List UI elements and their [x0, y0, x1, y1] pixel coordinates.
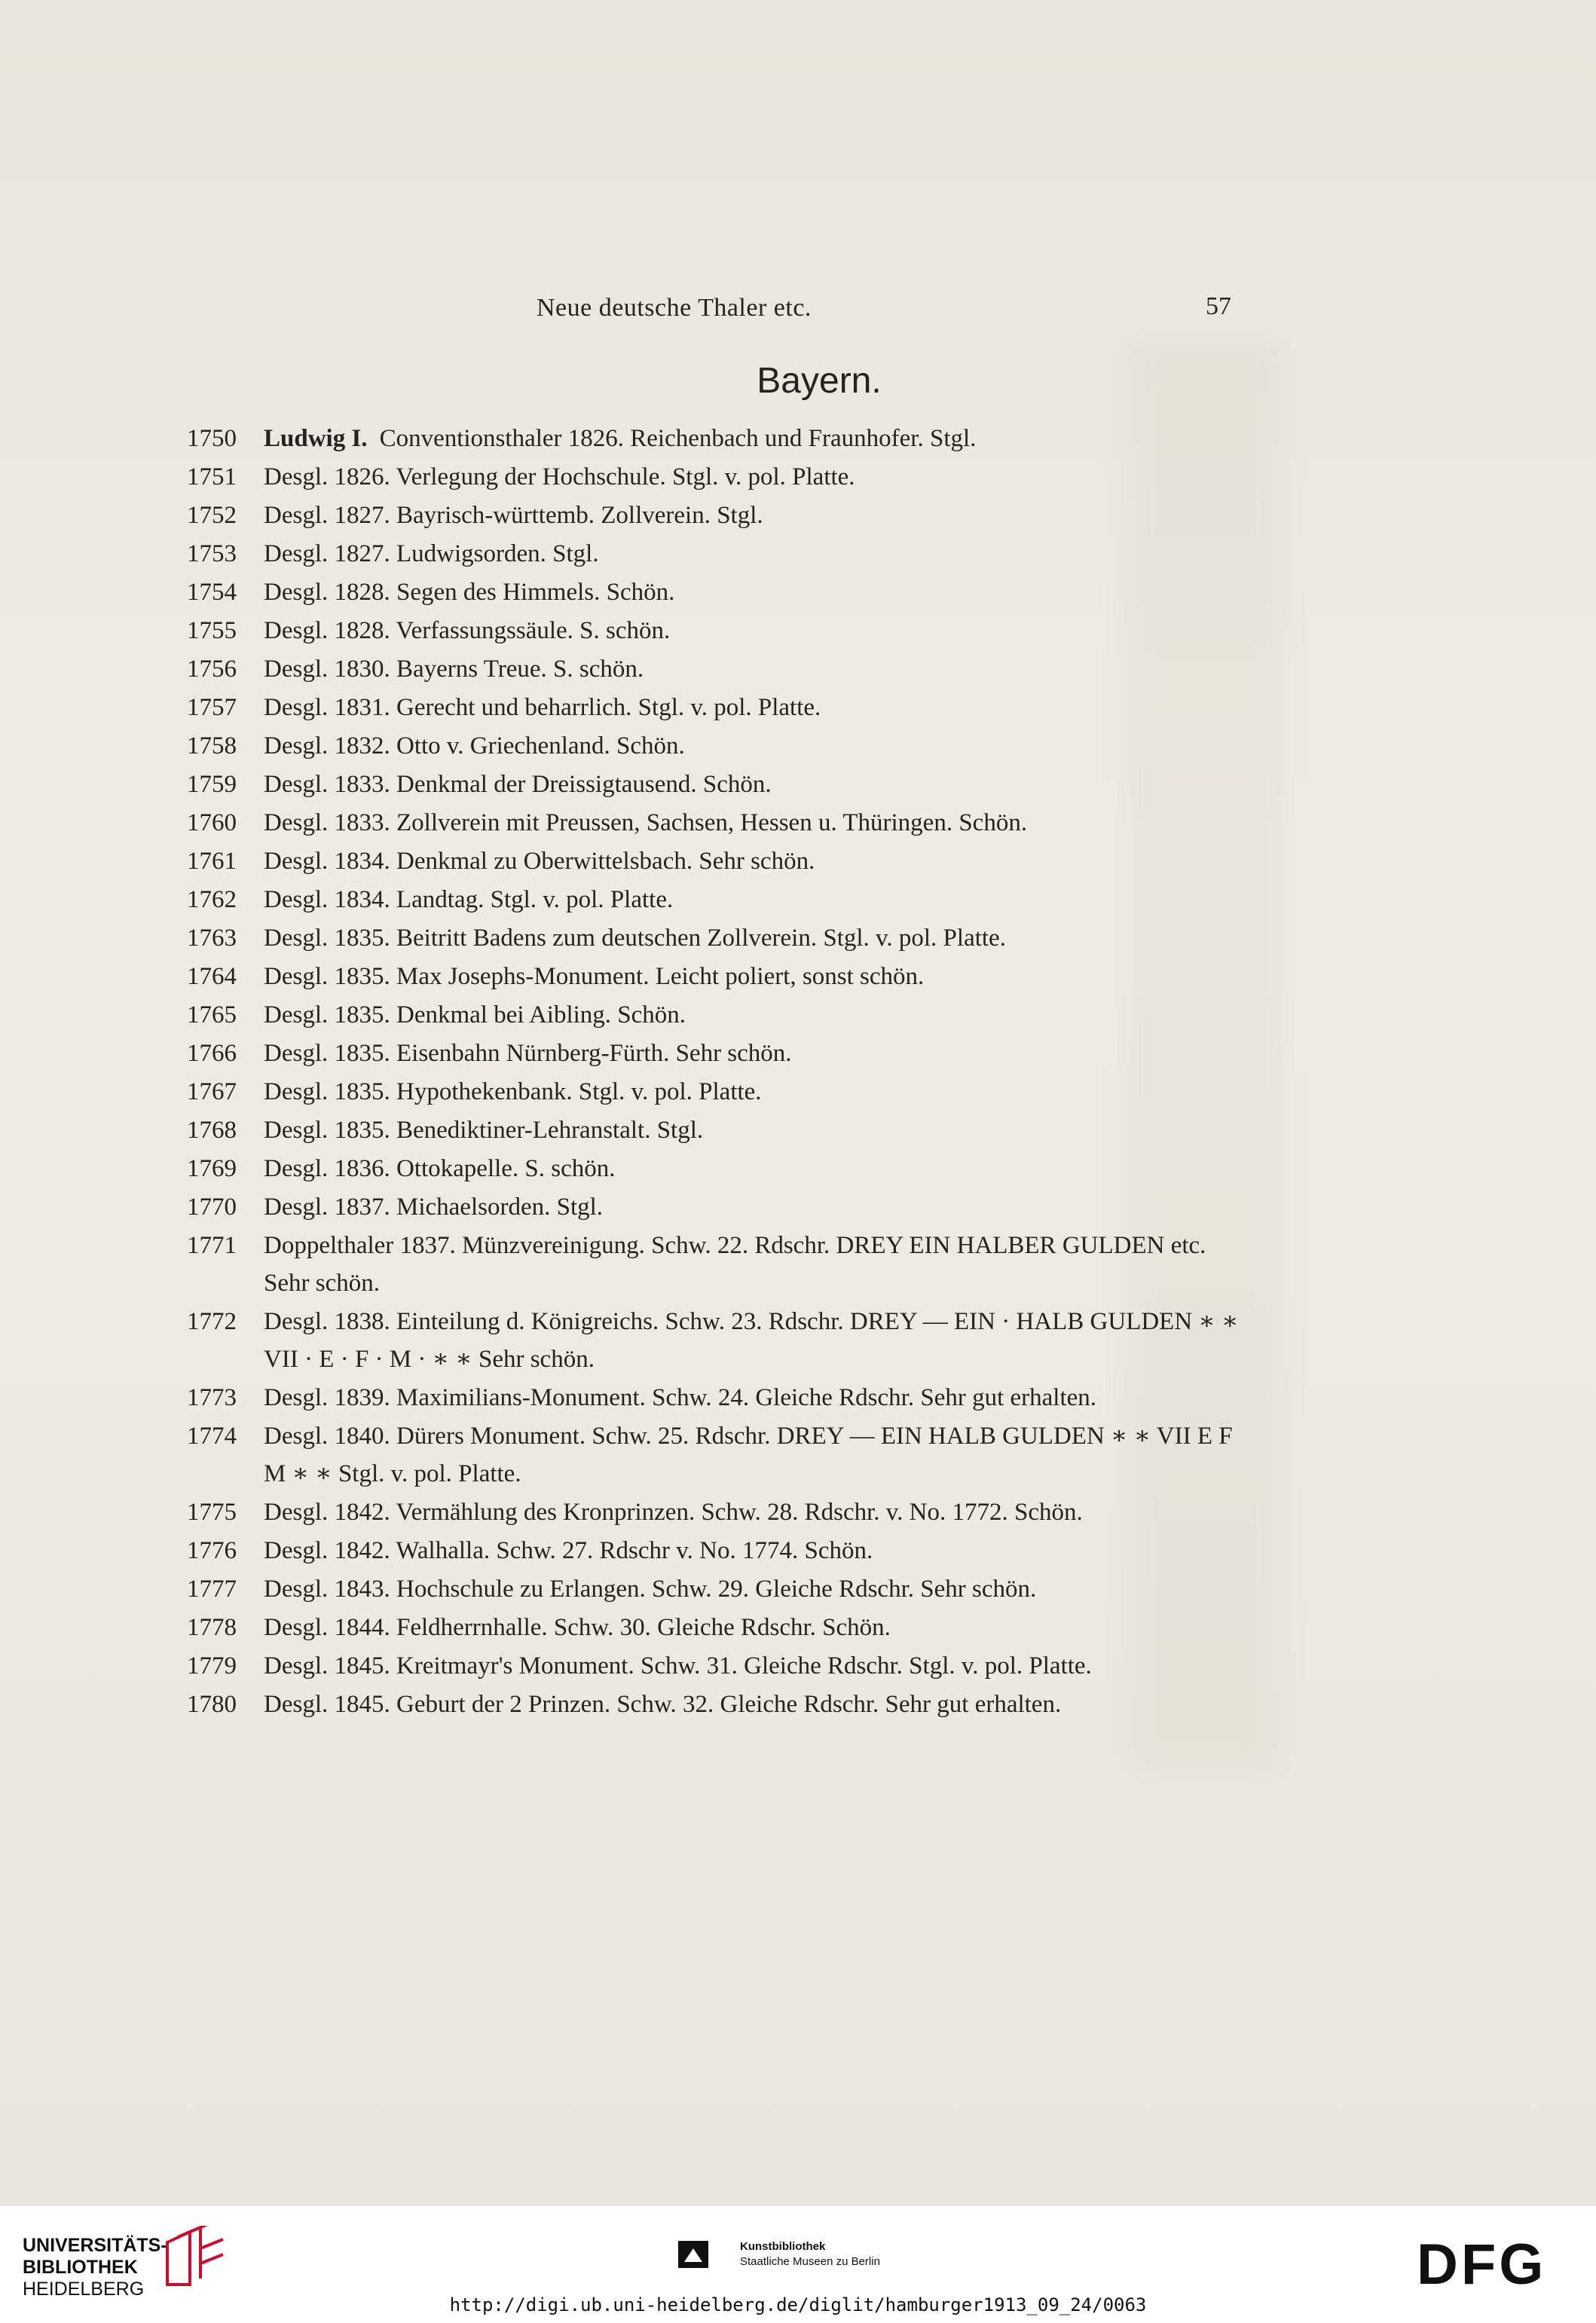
entry-text: Desgl. 1831. Gerecht und beharrlich. Stgl. v. pol. Platte.: [264, 694, 821, 721]
entry-description: [264, 842, 1249, 880]
catalog-entry: [187, 842, 1249, 880]
entry-number: 1762: [187, 886, 237, 913]
running-header: Neue deutsche Thaler etc.: [537, 294, 812, 322]
entry-number: 1750: [187, 425, 237, 452]
entry-text: Desgl. 1842. Walhalla. Schw. 27. Rdschr v. No. 1774. Schön.: [264, 1537, 873, 1564]
kunstbibliothek-logo-icon[interactable]: [678, 2236, 708, 2274]
entry-number: 1771: [187, 1232, 237, 1259]
catalog-entry: [187, 919, 1249, 957]
catalog-entry: [187, 881, 1249, 919]
catalog-entry: [187, 1493, 1249, 1531]
entry-text: Doppelthaler 1837. Münzvereinigung. Schw. 22. Rdschr. DREY EIN HALBER GULDEN etc. Sehr schön.: [264, 1232, 1206, 1297]
entry-description: [264, 497, 1249, 534]
entry-number: 1776: [187, 1537, 237, 1564]
entry-text: Desgl. 1827. Ludwigsorden. Stgl.: [264, 540, 599, 567]
entry-description: [264, 1417, 1249, 1493]
entry-number: 1767: [187, 1078, 237, 1105]
entry-number: 1765: [187, 1001, 237, 1029]
entry-text: Desgl. 1835. Denkmal bei Aibling. Schön.: [264, 1001, 686, 1029]
entry-description: [264, 1609, 1249, 1646]
ub-heidelberg-logo-icon[interactable]: [160, 2226, 228, 2290]
entry-number: 1751: [187, 463, 237, 491]
entry-number: 1758: [187, 732, 237, 760]
entry-text: Desgl. 1836. Ottokapelle. S. schön.: [264, 1155, 616, 1182]
catalog-entry: [187, 1150, 1249, 1187]
section-title: Bayern.: [757, 361, 882, 401]
ub-heidelberg-wordmark[interactable]: [23, 2235, 167, 2300]
entry-description: [264, 804, 1249, 842]
entry-number: 1768: [187, 1117, 237, 1144]
ub-line3: HEIDELBERG: [23, 2279, 145, 2300]
entry-description: [264, 958, 1249, 995]
entry-number: 1752: [187, 502, 237, 529]
entry-text: Desgl. 1835. Max Josephs-Monument. Leicht poliert, sonst schön.: [264, 963, 925, 990]
entry-number: 1775: [187, 1499, 237, 1526]
catalog-entry: [187, 804, 1249, 842]
catalog-entry: [187, 1379, 1249, 1417]
catalog-entry: [187, 1686, 1249, 1723]
entry-text: Desgl. 1827. Bayrisch-württemb. Zollverein. Stgl.: [264, 502, 763, 529]
catalog-entry: [187, 1609, 1249, 1646]
entry-text: Desgl. 1830. Bayerns Treue. S. schön.: [264, 656, 644, 683]
entry-number: 1780: [187, 1691, 237, 1718]
entry-number: 1774: [187, 1423, 237, 1450]
entry-number: 1769: [187, 1155, 237, 1182]
catalog-entry: [187, 766, 1249, 803]
entry-text: Desgl. 1844. Feldherrnhalle. Schw. 30. Gleiche Rdschr. Schön.: [264, 1614, 891, 1641]
digitization-footer: [0, 2206, 1596, 2323]
entry-text: Desgl. 1826. Verlegung der Hochschule. Stgl. v. pol. Platte.: [264, 463, 855, 491]
entry-number: 1777: [187, 1576, 237, 1603]
entry-text: Desgl. 1828. Verfassungssäule. S. schön.: [264, 617, 671, 644]
entry-description: [264, 612, 1249, 650]
entry-description: [264, 573, 1249, 611]
ub-line2: BIBLIOTHEK: [23, 2257, 138, 2278]
catalog-entry: [187, 1303, 1249, 1378]
catalog-entry: [187, 1073, 1249, 1111]
entry-description: [264, 1379, 1249, 1417]
entry-text: Desgl. 1835. Benediktiner-Lehranstalt. Stgl.: [264, 1117, 704, 1144]
entry-text: Desgl. 1833. Zollverein mit Preussen, Sachsen, Hessen u. Thüringen. Schön.: [264, 809, 1028, 836]
catalog-entry: [187, 1532, 1249, 1570]
page-number: 57: [1206, 292, 1231, 320]
entry-number: 1757: [187, 694, 237, 721]
entry-description: [264, 1686, 1249, 1723]
entry-description: [264, 1073, 1249, 1111]
entry-ruler-name: Ludwig I.: [264, 425, 368, 452]
entry-text: Desgl. 1840. Dürers Monument. Schw. 25. Rdschr. DREY — EIN HALB GULDEN ∗ ∗ VII E F M ∗ ∗ Stgl. v. pol. Platte.: [264, 1423, 1233, 1487]
entry-number: 1760: [187, 809, 237, 836]
entry-description: [264, 919, 1249, 957]
entry-number: 1766: [187, 1040, 237, 1067]
entry-description: [264, 1035, 1249, 1072]
entry-text: Desgl. 1842. Vermählung des Kronprinzen. Schw. 28. Rdschr. v. No. 1772. Schön.: [264, 1499, 1083, 1526]
kunstbibliothek-wordmark[interactable]: [740, 2239, 880, 2270]
entry-description: [264, 1111, 1249, 1149]
catalog-entry: [187, 1227, 1249, 1302]
catalog-entry: [187, 612, 1249, 650]
dfg-logo[interactable]: DFG: [1417, 2233, 1547, 2297]
entry-description: [264, 996, 1249, 1034]
entry-text: Desgl. 1835. Beitritt Badens zum deutschen Zollverein. Stgl. v. pol. Platte.: [264, 925, 1006, 952]
catalog-entry: [187, 1035, 1249, 1072]
catalog-entry: [187, 727, 1249, 765]
entry-number: 1756: [187, 656, 237, 683]
entry-description: [264, 881, 1249, 919]
catalog-entry: [187, 958, 1249, 995]
entry-number: 1778: [187, 1614, 237, 1641]
entry-text: Desgl. 1828. Segen des Himmels. Schön.: [264, 579, 675, 606]
entry-text: Desgl. 1843. Hochschule zu Erlangen. Schw. 29. Gleiche Rdschr. Sehr schön.: [264, 1576, 1037, 1603]
entry-description: [264, 1188, 1249, 1226]
entry-text: Conventionsthaler 1826. Reichenbach und Fraunhofer. Stgl.: [379, 425, 977, 452]
entry-description: [264, 1532, 1249, 1570]
entry-number: 1773: [187, 1384, 237, 1411]
entry-description: [264, 1303, 1249, 1378]
entry-text: Desgl. 1834. Denkmal zu Oberwittelsbach. Sehr schön.: [264, 848, 815, 875]
entry-number: 1761: [187, 848, 237, 875]
entry-number: 1763: [187, 925, 237, 952]
kb-line2: Staatliche Museen zu Berlin: [740, 2255, 880, 2268]
entry-number: 1753: [187, 540, 237, 567]
entry-text: Desgl. 1832. Otto v. Griechenland. Schön.: [264, 732, 685, 760]
entry-text: Desgl. 1845. Kreitmayr's Monument. Schw. 31. Gleiche Rdschr. Stgl. v. pol. Platte.: [264, 1652, 1092, 1680]
entry-description: [264, 650, 1249, 688]
entry-description: [264, 1647, 1249, 1685]
catalog-entry: [187, 1570, 1249, 1608]
entry-number: 1754: [187, 579, 237, 606]
entry-number: 1779: [187, 1652, 237, 1680]
catalog-entry: [187, 573, 1249, 611]
entry-number: 1759: [187, 771, 237, 798]
entry-description: [264, 1570, 1249, 1608]
entry-text: Desgl. 1835. Hypothekenbank. Stgl. v. pol. Platte.: [264, 1078, 762, 1105]
entry-description: [264, 1227, 1249, 1302]
entry-text: Desgl. 1833. Denkmal der Dreissigtausend. Schön.: [264, 771, 772, 798]
entry-text: Desgl. 1837. Michaelsorden. Stgl.: [264, 1194, 604, 1221]
catalog-entry: [187, 1647, 1249, 1685]
entry-description: [264, 727, 1249, 765]
entry-number: 1764: [187, 963, 237, 990]
entry-description: [264, 766, 1249, 803]
entry-text: Desgl. 1835. Eisenbahn Nürnberg-Fürth. Sehr schön.: [264, 1040, 792, 1067]
entry-description: [264, 1493, 1249, 1531]
catalog-entry: [187, 458, 1249, 496]
catalog-entry: [187, 689, 1249, 726]
entry-description: [264, 420, 1249, 457]
entry-number: 1772: [187, 1308, 237, 1335]
entry-description: [264, 535, 1249, 573]
entry-text: Desgl. 1838. Einteilung d. Königreichs. Schw. 23. Rdschr. DREY — EIN · HALB GULDEN ∗ ∗ VII · E · F · M · ∗ ∗ Sehr schön.: [264, 1308, 1239, 1373]
catalog-entry: [187, 996, 1249, 1034]
kb-line1: Kunstbibliothek: [740, 2240, 826, 2253]
permalink-url[interactable]: http://digi.ub.uni-heidelberg.de/diglit/hamburger1913_09_24/0063: [449, 2294, 1147, 2315]
catalog-entry: [187, 1111, 1249, 1149]
entry-number: 1755: [187, 617, 237, 644]
entry-description: [264, 689, 1249, 726]
entry-description: [264, 458, 1249, 496]
entry-text: Desgl. 1845. Geburt der 2 Prinzen. Schw. 32. Gleiche Rdschr. Sehr gut erhalten.: [264, 1691, 1062, 1718]
catalog-entry: [187, 420, 1249, 457]
entry-text: Desgl. 1839. Maximilians-Monument. Schw. 24. Gleiche Rdschr. Sehr gut erhalten.: [264, 1384, 1097, 1411]
catalog-entry: [187, 497, 1249, 534]
catalog-entry-list: [187, 420, 1249, 1724]
entry-number: 1770: [187, 1194, 237, 1221]
entry-text: Desgl. 1834. Landtag. Stgl. v. pol. Platte.: [264, 886, 674, 913]
entry-description: [264, 1150, 1249, 1187]
ub-line1: UNIVERSITÄTS-: [23, 2235, 167, 2256]
catalog-entry: [187, 535, 1249, 573]
catalog-entry: [187, 1188, 1249, 1226]
catalog-entry: [187, 650, 1249, 688]
catalog-entry: [187, 1417, 1249, 1493]
